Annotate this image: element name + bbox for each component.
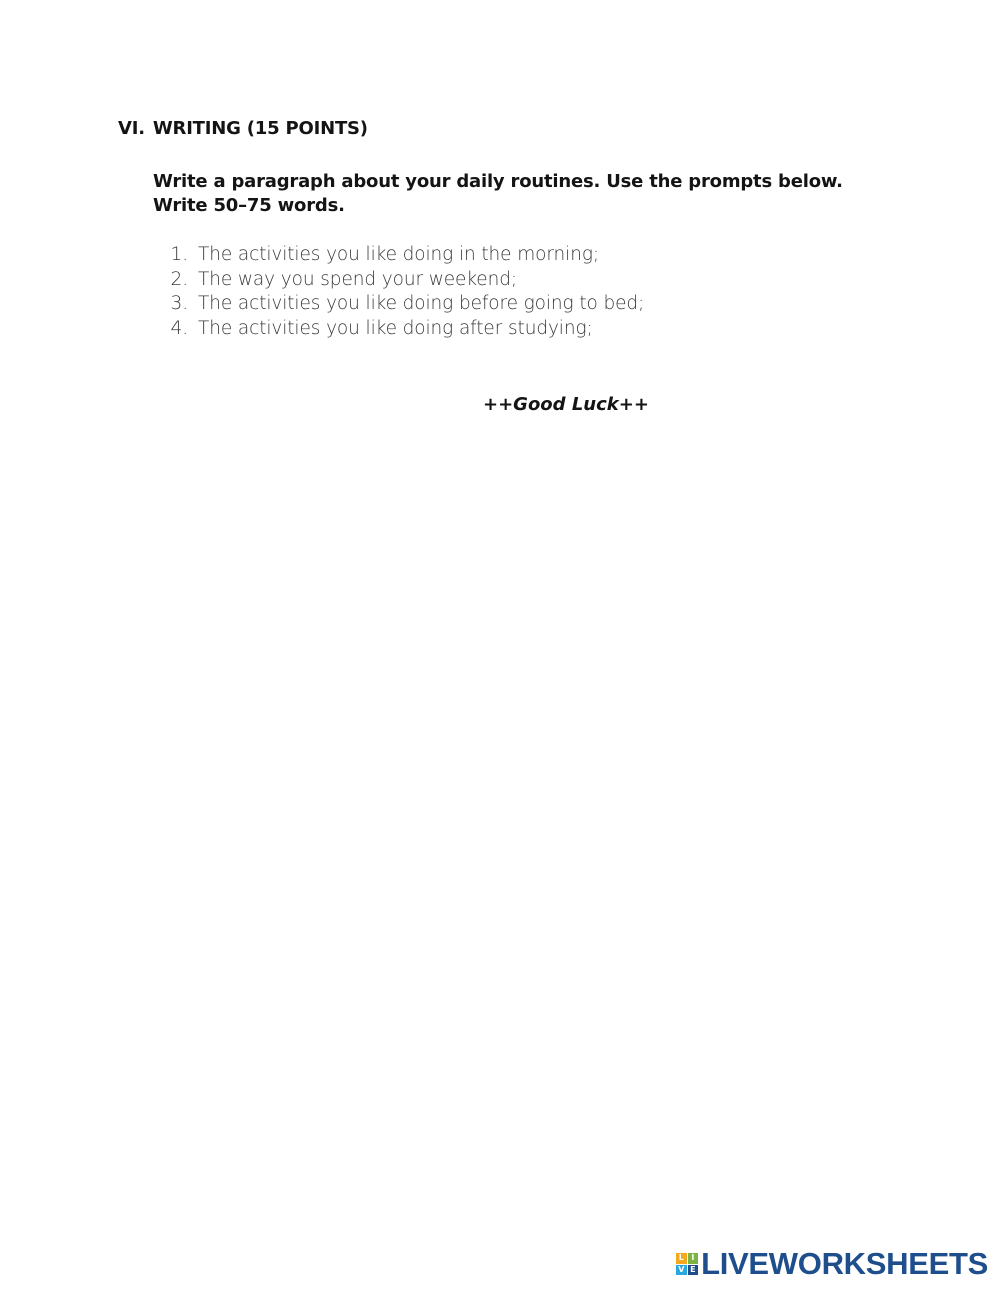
prompt-number: 2.	[170, 268, 188, 290]
prompt-list	[153, 243, 644, 341]
section-heading	[118, 118, 368, 139]
section-title: WRITING (15 POINTS)	[152, 118, 368, 139]
logo-tile-i: I	[688, 1253, 699, 1264]
logo-tile-l: L	[676, 1253, 687, 1264]
logo-tile-e: E	[688, 1265, 699, 1276]
prompt-item	[153, 292, 644, 317]
prompt-text: The activities you like doing in the morning;	[198, 244, 599, 265]
logo-tile-v: V	[676, 1265, 687, 1276]
prompt-text: The activities you like doing after studying;	[198, 317, 593, 339]
section-number: VI.	[118, 118, 145, 139]
prompt-item	[153, 317, 644, 342]
prompt-number: 3.	[170, 293, 188, 314]
good-luck-closing: ++Good Luck++	[483, 394, 649, 415]
prompt-item	[153, 243, 644, 268]
prompt-number: 4.	[170, 317, 188, 339]
brand-name: LIVEWORKSHEETS	[701, 1246, 988, 1281]
prompt-number: 1.	[170, 244, 188, 265]
liveworksheets-logo-icon	[676, 1253, 698, 1275]
prompt-text: The activities you like doing before going to bed;	[198, 293, 645, 314]
liveworksheets-brand[interactable]	[676, 1248, 988, 1280]
writing-instructions: Write a paragraph about your daily routines. Use the prompts below. Write 50–75 words.	[153, 171, 843, 216]
prompt-text: The way you spend your weekend;	[198, 268, 517, 290]
prompt-item	[153, 268, 644, 293]
